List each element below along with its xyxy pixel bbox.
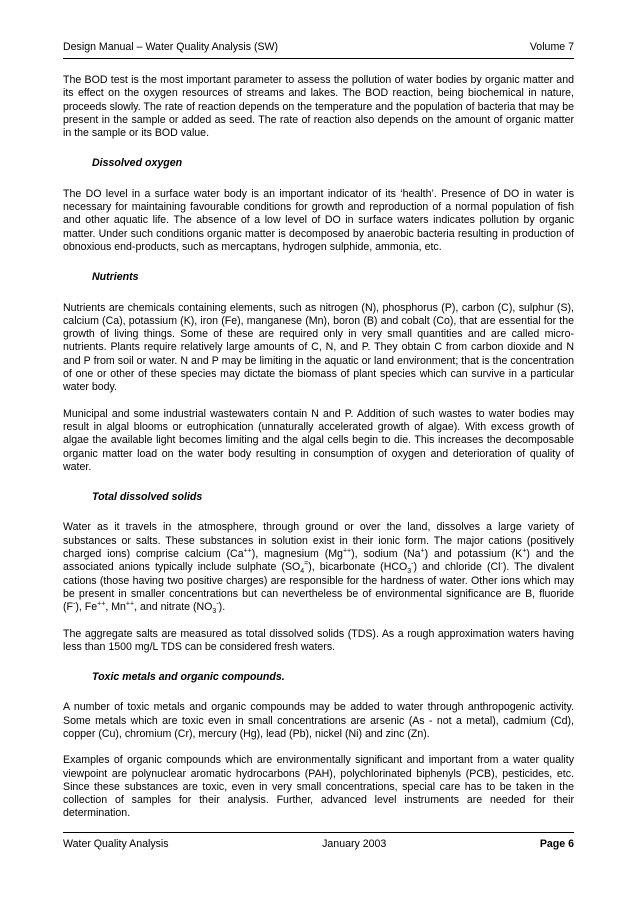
toxic-paragraph-1: A number of toxic metals and organic compounds may be added to water through anthropogenic activity. Some metals which are toxic even in small concentrations are arsenic (As - not a metal), cadmium (Cd), copper (Cu), chromium (Cr), mercury (Hg), lead (Pb), nickel (Ni) and zinc (Zn). <box>63 701 574 740</box>
tds-paragraph-2: The aggregate salts are measured as total dissolved solids (TDS). As a rough approximation waters having less than 1500 mg/L TDS can be considered fresh waters. <box>63 627 574 653</box>
dissolved-oxygen-paragraph: The DO level in a surface water body is an important indicator of its ‘health’. Presence of DO in water is necessary for maintaining favourable conditions for growth and reproduction of a normal population of fish and other aquatic life. The absence of a low level of DO in surface waters indicates pollution by organic matter. Under such conditions organic matter is decomposed by anaerobic bacteria resulting in production of obnoxious end-products, such as mercaptans, hydrogen sulphide, ammonia, etc. <box>63 187 574 253</box>
section-heading-dissolved-oxygen: Dissolved oxygen <box>92 157 183 170</box>
page-body <box>63 74 574 821</box>
nutrients-paragraph-1: Nutrients are chemicals containing elements, such as nitrogen (N), phosphorus (P), carbon (C), sulphur (S), calcium (Ca), potassium (K), iron (Fe), manganese (Mn), boron (B) and cobalt (Co), that are essential for the growth of living things. Some of these are required only in very small quantities and are called micro-nutrients. Plants require relatively large amounts of C, N, and P. They obtain C from carbon dioxide and N and P from soil or water. N and P may be limiting in the aquatic or land environment; that is the concentration of one or other of these species may dictate the biomass of plant species which can survive in a particular water body. <box>63 301 574 394</box>
page-header <box>63 41 574 59</box>
footer-doc-title: Water Quality Analysis <box>63 838 169 850</box>
header-volume: Volume 7 <box>529 41 574 53</box>
header-title: Design Manual – Water Quality Analysis (SW) <box>63 41 279 53</box>
intro-paragraph: The BOD test is the most important parameter to assess the pollution of water bodies by organic matter and its effect on the oxygen resources of streams and lakes. The BOD reaction, being biochemical in nature, proceeds slowly. The rate of reaction depends on the temperature and the population of bacteria that may be present in the sample or added as seed. The rate of reaction also depends on the amount of organic matter in the sample or its BOD value. <box>63 74 574 140</box>
section-heading-tds: Total dissolved solids <box>92 491 203 504</box>
section-heading-nutrients: Nutrients <box>92 271 139 284</box>
section-heading-toxic: Toxic metals and organic compounds. <box>92 671 285 684</box>
footer-date: January 2003 <box>322 838 387 850</box>
nutrients-paragraph-2: Municipal and some industrial wastewaters contain N and P. Addition of such wastes to water bodies may result in algal blooms or eutrophication (unnaturally accelerated growth of algae). With excess growth of algae the available light becomes limiting and the algal cells begin to die. This increases the decomposable organic matter load on the water body resulting in consumption of oxygen and deterioration of quality of water. <box>63 407 574 473</box>
toxic-paragraph-2: Examples of organic compounds which are environmentally significant and important from a water quality viewpoint are polynuclear aromatic hydrocarbons (PAH), polychlorinated biphenyls (PCB), pesticides, etc. Since these substances are toxic, even in very small concentrations, special care has to be taken in the collection of samples for their analysis. Further, advanced level instruments are needed for their determination. <box>63 754 574 820</box>
tds-paragraph-1: Water as it travels in the atmosphere, through ground or over the land, dissolves a large variety of substances or salts. These substances in solution exist in their ionic form. The major cations (positively charged ions) comprise calcium (Ca++), magnesium (Mg++), sodium (Na+) and potassium (K+) and the associated anions typically include sulphate $(SO_4^=)$, bicarbonate $(HCO_3^-)$ and chloride (Cl-). The divalent cations (those having two positive charges) are responsible for the hardness of water. Other ions which may be present in smaller concentrations but can nevertheless be of environmental significance are B, fluoride (F-), Fe++, Mn++, and nitrate $(NO_3^-)$. <box>63 521 574 616</box>
page-footer <box>63 832 574 850</box>
footer-page-number: Page 6 <box>539 838 574 850</box>
